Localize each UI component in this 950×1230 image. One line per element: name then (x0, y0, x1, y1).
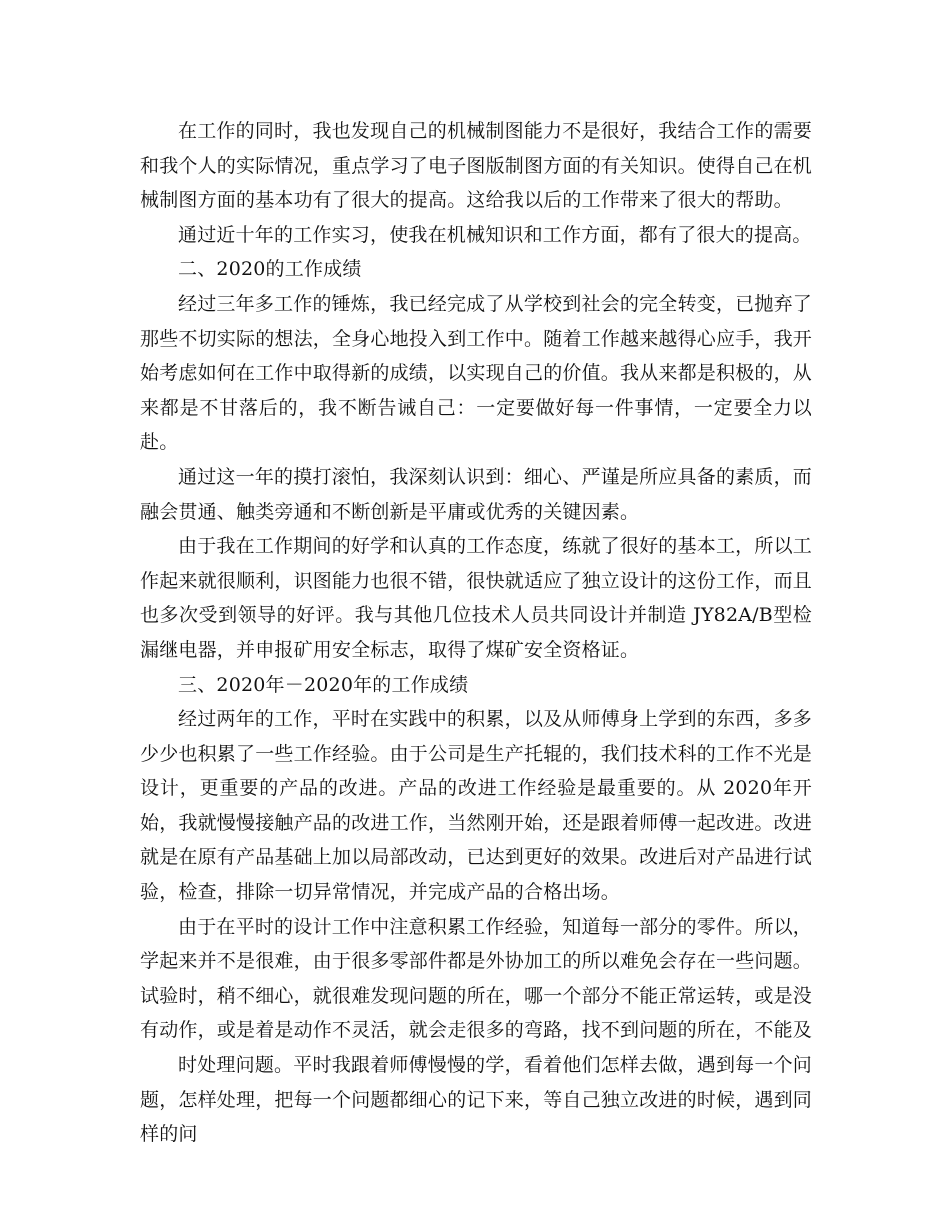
paragraph-design-work: 由于我在工作期间的好学和认真的工作态度，练就了很好的基本工，所以工作起来就很顺利，识图能力也很不错，很快就适应了独立设计的这份工作，而且也多次受到领导的好评。我与其他几位技术人员共同设计并制造 JY82A/B型检漏继电器，并申报矿用安全标志，取得了煤矿安全资格证。 (140, 535, 813, 661)
document-body (140, 114, 812, 1152)
paragraph-lessons-learned: 通过这一年的摸打滚怕，我深刻认识到：细心、严谨是所应具备的素质，而融会贯通、触类旁通和不断创新是平庸或优秀的关键因素。 (140, 465, 812, 523)
paragraph-three-years-work: 经过三年多工作的锤炼，我已经完成了从学校到社会的完全转变，已抛弃了那些不切实际的想法，全身心地投入到工作中。随着工作越来越得心应手，我开始考虑如何在工作中取得新的成绩，以实现自己的价值。我从来都是积极的，从来都是不甘落后的，我不断告诫自己：一定要做好每一件事情，一定要全力以赴。 (140, 292, 813, 454)
section-heading-3: 三、2020年－2020年的工作成绩 (178, 673, 469, 696)
paragraph-ten-years-practice: 通过近十年的工作实习，使我在机械知识和工作方面，都有了很大的提高。 (178, 223, 812, 246)
paragraph-drawing-skills: 在工作的同时，我也发现自己的机械制图能力不是很好，我结合工作的需要和我个人的实际情况，重点学习了电子图版制图方面的有关知识。使得自己在机械制图方面的基本功有了很大的提高。这给我以后的工作带来了很大的帮助。 (140, 120, 813, 212)
paragraph-product-improvement: 经过两年的工作，平时在实践中的积累，以及从师傅身上学到的东西，多多少少也积累了一些工作经验。由于公司是生产托辊的，我们技术科的工作不光是设计，更重要的产品的改进。产品的改进工作经验是最重要的。从 2020年开始，我就慢慢接触产品的改进工作，当然刚开始，还是跟着师傅一起改进。改进就是在原有产品基础上加以局部改动，已达到更好的效果。改进后对产品进行试验，检查，排除一切异常情况，并完成产品的合格出场。 (140, 708, 813, 904)
paragraph-experience-accumulation: 由于在平时的设计工作中注意积累工作经验，知道每一部分的零件。所以，学起来并不是很难，由于很多零部件都是外协加工的所以难免会存在一些问题。试验时，稍不细心，就很难发现问题的所在，哪一个部分不能正常运转，或是没有动作，或是着是动作不灵活，就会走很多的弯路，找不到问题的所在，不能及 (140, 915, 813, 1042)
section-heading-2: 二、2020的工作成绩 (178, 258, 362, 281)
paragraph-learning-from-masters: 时处理问题。平时我跟着师傅慢慢的学，看着他们怎样去做，遇到每一个问题，怎样处理，把每一个问题都细心的记下来，等自己独立改进的时候，遇到同样的问 (140, 1054, 813, 1146)
